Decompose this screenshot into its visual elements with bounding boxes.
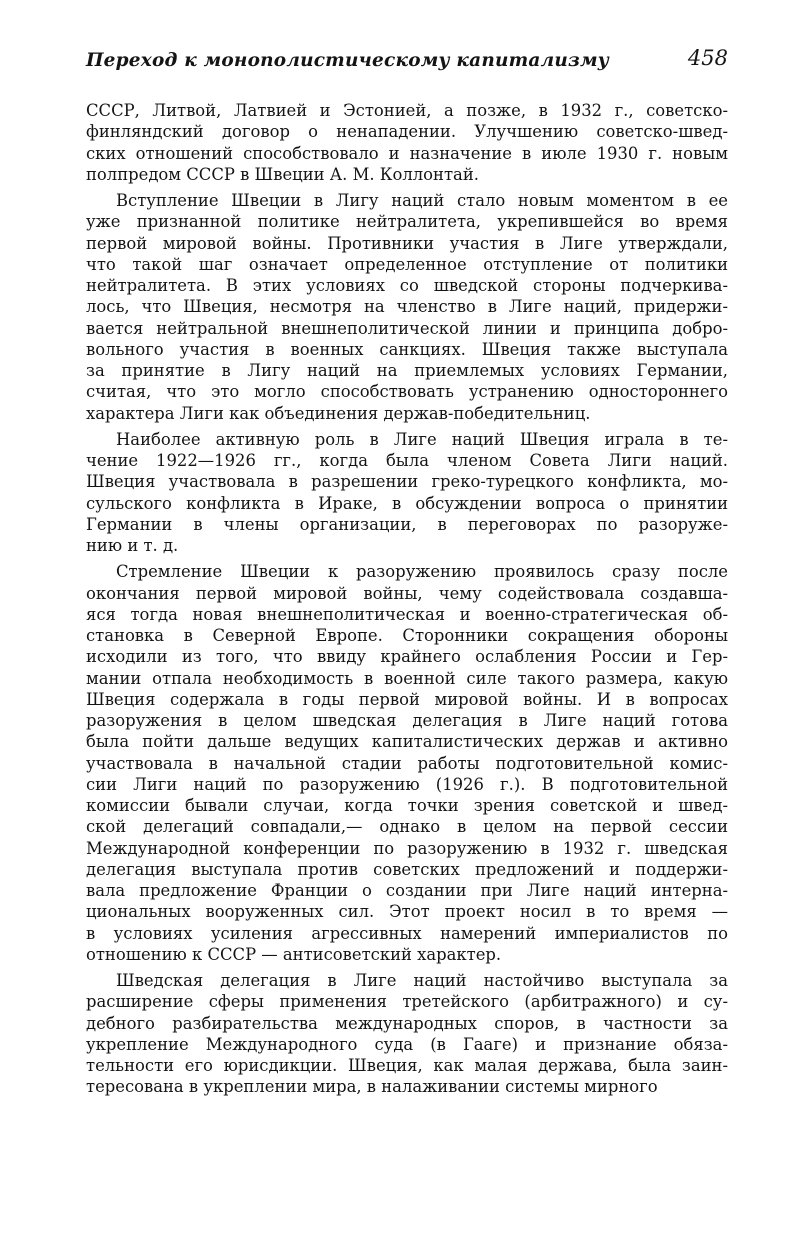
text-line: Германии в члены организации, в переговорах по разоруже- (86, 514, 728, 534)
text-line: Наиболее активную роль в Лиге наций Швеция играла в те- (116, 429, 728, 449)
body-text (86, 100, 728, 1098)
text-line: уже признанной политике нейтралитета, укрепившейся во время (86, 212, 728, 232)
text-line: мании отпала необходимость в военной силе такого размера, какую (86, 668, 728, 688)
text-line: нейтралитета. В этих условиях со шведской стороны подчеркива- (86, 276, 728, 295)
text-line: СССР, Литвой, Латвией и Эстонией, а позже, в 1932 г., советско- (86, 101, 728, 120)
text-line: делегация выступала против советских предложений и поддержи- (86, 859, 728, 879)
running-header (86, 46, 728, 80)
text-line: циональных вооруженных сил. Этот проект носил в то время — (86, 902, 728, 922)
text-line: была пойти дальше ведущих капиталистических держав и активно (86, 732, 728, 752)
paragraph (86, 429, 728, 557)
text-line: в условиях усиления агрессивных намерений империалистов по (86, 923, 728, 943)
text-line: Вступление Швеции в Лигу наций стало новым моментом в ее (116, 191, 728, 210)
page-number: 458 (687, 46, 728, 70)
text-line: нию и т. д. (86, 536, 179, 555)
text-line: что такой шаг означает определенное отступление от политики (86, 254, 728, 274)
text-line: характера Лиги как объединения держав-победительниц. (86, 403, 591, 423)
text-line: вается нейтральной внешнеполитической линии и принципа добро- (86, 318, 728, 338)
paragraph (86, 561, 728, 965)
text-line: яся тогда новая внешнеполитическая и военно-стратегическая об- (86, 604, 728, 624)
text-line: становка в Северной Европе. Сторонники сокращения обороны (86, 626, 728, 645)
text-line: расширение сферы применения третейского (арбитражного) и су- (86, 992, 728, 1012)
text-line: ской делегаций совпадали,— однако в целом на первой сессии (86, 817, 728, 837)
running-title: Переход к монополистическому капитализму (86, 50, 610, 71)
text-line: чение 1922—1926 гг., когда была членом Совета Лиги наций. (86, 451, 728, 470)
text-line: вала предложение Франции о создании при Лиге наций интерна- (86, 881, 728, 900)
text-line: комиссии бывали случаи, когда точки зрения советской и швед- (86, 796, 728, 815)
text-line: Швеция содержала в годы первой мировой войны. И в вопросах (86, 689, 728, 709)
paragraph (86, 970, 728, 1098)
text-line: считая, что это могло способствовать устранению одностороннего (86, 382, 728, 402)
text-line: окончания первой мировой войны, чему содействовала создавша- (86, 583, 728, 603)
text-line: финляндский договор о ненападении. Улучшению советско-швед- (86, 122, 728, 142)
text-line: лось, что Швеция, несмотря на членство в Лиге наций, придержи- (86, 297, 728, 317)
text-line: отношению к СССР — антисоветский характер. (86, 944, 502, 964)
text-line: разоружения в целом шведская делегация в Лиге наций готова (86, 711, 728, 730)
text-line: участвовала в начальной стадии работы подготовительной комис- (86, 753, 728, 773)
text-line: полпредом СССР в Швеции А. М. Коллонтай. (86, 164, 479, 184)
text-line: тересована в укреплении мира, в налаживании системы мирного (86, 1077, 658, 1097)
text-line: сульского конфликта в Ираке, в обсуждении вопроса о принятии (86, 493, 728, 513)
text-line: укрепление Международного суда (в Гааге) и признание обяза- (86, 1034, 728, 1054)
text-line: сии Лиги наций по разоружению (1926 г.). В подготовительной (86, 774, 728, 794)
text-line: исходили из того, что ввиду крайнего ослабления России и Гер- (86, 647, 728, 667)
paragraph (86, 190, 728, 424)
text-line: дебного разбирательства международных споров, в частности за (86, 1013, 728, 1033)
text-line: первой мировой войны. Противники участия в Лиге утверждали, (86, 233, 728, 253)
text-line: Швеция участвовала в разрешении греко-турецкого конфликта, мо- (86, 472, 728, 492)
text-line: Международной конференции по разоружению в 1932 г. шведская (86, 838, 728, 858)
text-line: ских отношений способствовало и назначение в июле 1930 г. новым (86, 143, 728, 163)
text-line: Стремление Швеции к разоружению проявилось сразу после (116, 562, 728, 582)
text-line: вольного участия в военных санкциях. Швеция также выступала (86, 339, 728, 359)
text-line: Шведская делегация в Лиге наций настойчиво выступала за (116, 971, 728, 990)
text-line: тельности его юрисдикции. Швеция, как малая держава, была заин- (86, 1056, 728, 1075)
paragraph (86, 100, 728, 185)
text-line: за принятие в Лигу наций на приемлемых условиях Германии, (86, 361, 728, 380)
